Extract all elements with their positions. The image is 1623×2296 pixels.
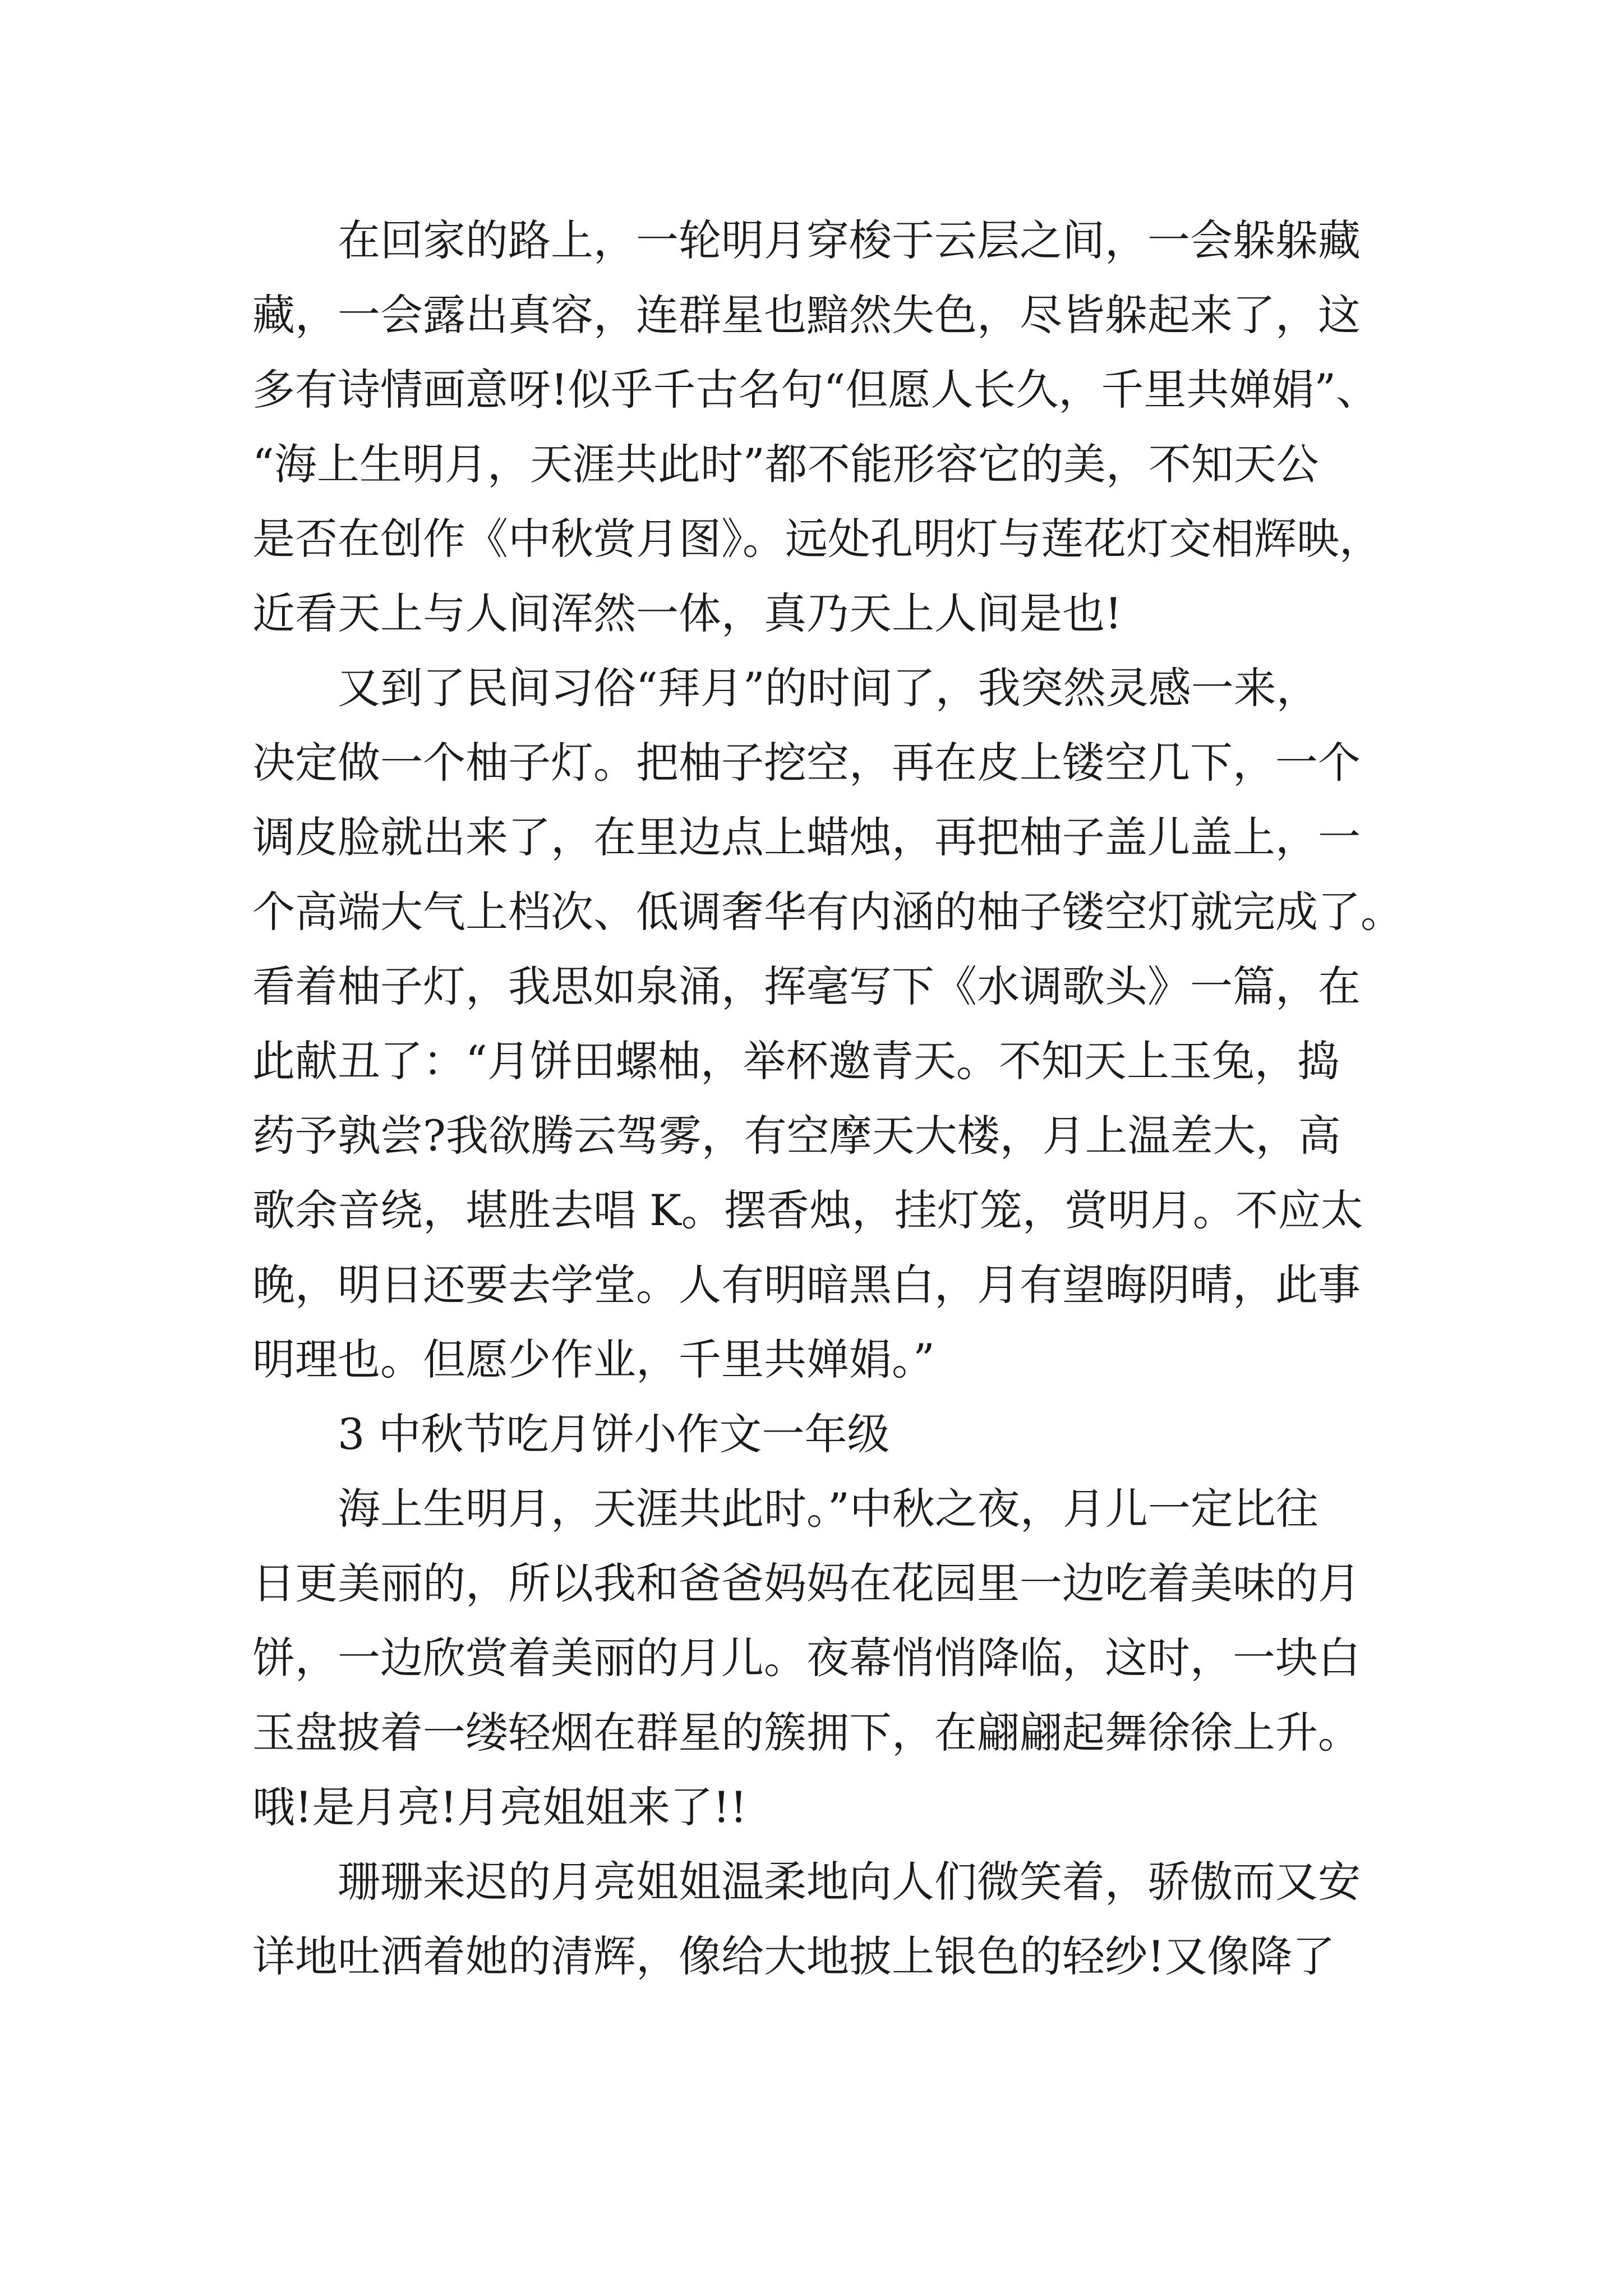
text-line: 珊珊来迟的月亮姐姐温柔地向人们微笑着，骄傲而又安 xyxy=(338,1857,1361,1907)
text-line: 玉盘披着一缕轻烟在群星的簇拥下，在翩翩起舞徐徐上升。 xyxy=(252,1708,1361,1757)
text-line: 看着柚子灯，我思如泉涌，挥毫写下《水调歌头》一篇，在 xyxy=(252,961,1361,1011)
text-line: 海上生明月，天涯共此时。”中秋之夜，月儿一定比往 xyxy=(338,1484,1318,1534)
text-line: 日更美丽的，所以我和爸爸妈妈在花园里一边吃着美味的月 xyxy=(252,1558,1361,1608)
text-line: 调皮脸就出来了，在里边点上蜡烛，再把柚子盖儿盖上，一 xyxy=(252,812,1361,862)
essay-body xyxy=(252,203,1403,1994)
text-line: 藏，一会露出真容，连群星也黯然失色，尽皆躲起来了，这 xyxy=(252,290,1361,340)
text-line: 详地吐洒着她的清辉，像给大地披上银色的轻纱!又像降了 xyxy=(252,1931,1335,1981)
text-line: “海上生明月，天涯共此时”都不能形容它的美，不知天公 xyxy=(252,439,1319,489)
text-line: 决定做一个柚子灯。把柚子挖空，再在皮上镂空几下，一个 xyxy=(252,738,1361,788)
section-heading: 3 中秋节吃月饼小作文一年级 xyxy=(338,1409,890,1459)
text-line: 又到了民间习俗“拜月”的时间了，我突然灵感一来， xyxy=(338,663,1319,713)
text-line: 晚，明日还要去学堂。人有明暗黑白，月有望晦阴晴，此事 xyxy=(252,1260,1361,1310)
text-line: 明理也。但愿少作业，千里共婵娟。” xyxy=(252,1335,935,1384)
text-line: 是否在创作《中秋赏月图》。远处孔明灯与莲花灯交相辉映， xyxy=(252,514,1382,564)
text-line: 饼，一边欣赏着美丽的月儿。夜幕悄悄降临，这时，一块白 xyxy=(252,1633,1361,1683)
text-line: 歌余音绕，堪胜去唱 K。摆香烛，挂灯笼，赏明月。不应太 xyxy=(252,1185,1363,1235)
text-line: 个高端大气上档次、低调奢华有内涵的柚子镂空灯就完成了。 xyxy=(252,887,1403,937)
text-line: 药予孰尝?我欲腾云驾雾，有空摩天大楼，月上温差大，高 xyxy=(252,1111,1341,1161)
text-line: 近看天上与人间浑然一体，真乃天上人间是也! xyxy=(252,588,1122,638)
text-line: 在回家的路上，一轮明月穿梭于云层之间，一会躲躲藏 xyxy=(338,215,1361,265)
text-line: 多有诗情画意呀!似乎千古名句“但愿人长久，千里共婵娟”、 xyxy=(252,365,1379,415)
text-line: 哦!是月亮!月亮姐姐来了!! xyxy=(252,1782,748,1832)
text-line: 此献丑了：“月饼田螺柚，举杯邀青天。不知天上玉兔，捣 xyxy=(252,1036,1340,1086)
